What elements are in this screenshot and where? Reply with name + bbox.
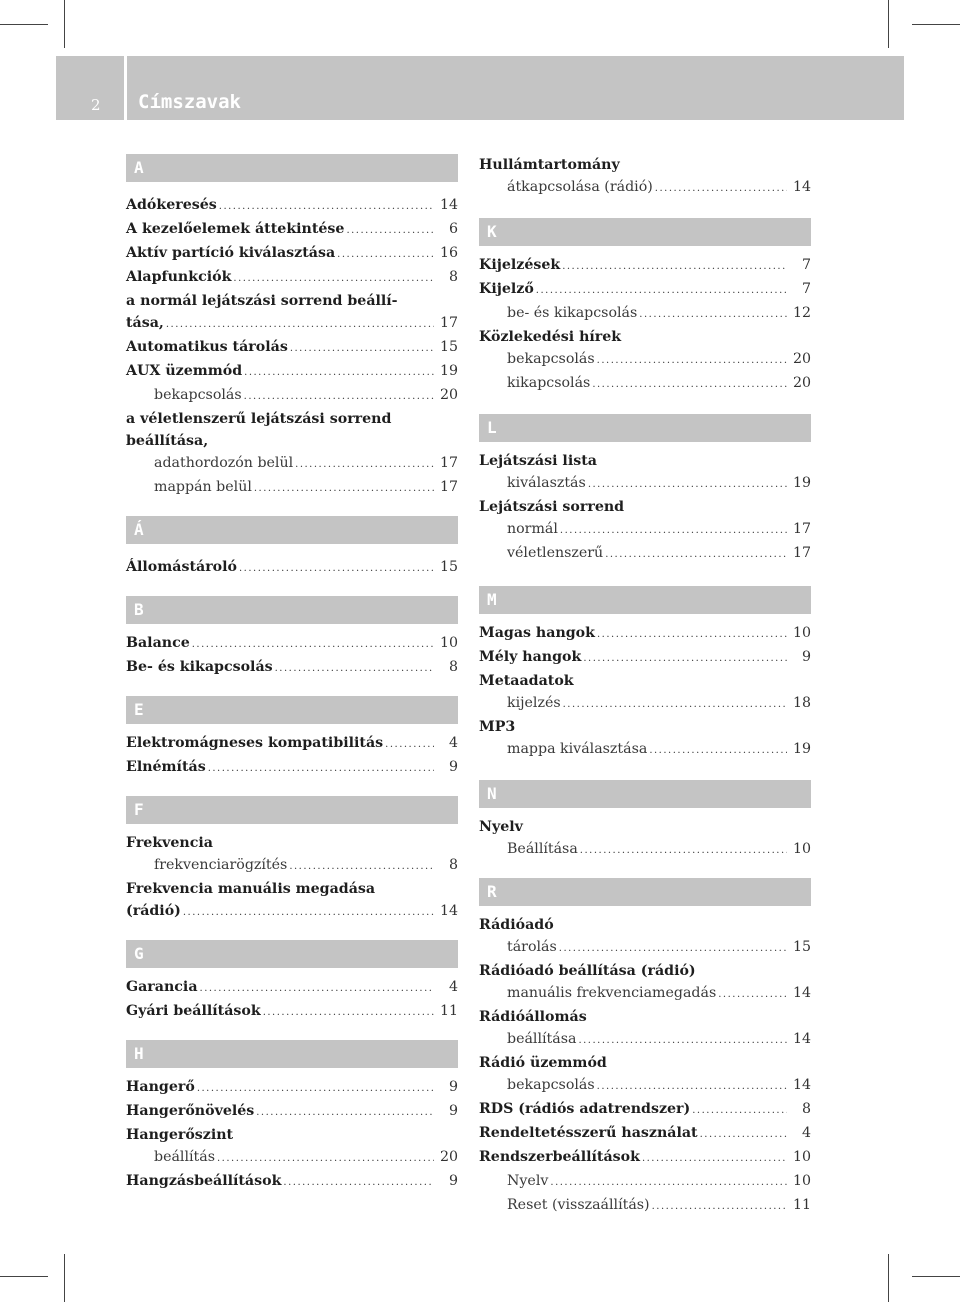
leader-dots bbox=[592, 374, 787, 396]
leader-dots bbox=[239, 558, 434, 580]
index-entry-line: Frekvencia bbox=[126, 835, 213, 851]
index-entry[interactable]: Be- és kikapcsolás ..... 8 bbox=[126, 656, 458, 680]
crop-mark bbox=[912, 24, 960, 25]
crop-mark bbox=[64, 1254, 65, 1302]
page-ref[interactable]: 20 bbox=[792, 351, 811, 367]
leader-dots bbox=[588, 474, 787, 496]
index-entry-line: Lejátszási sorrend bbox=[479, 499, 625, 515]
leader-dots bbox=[578, 1030, 787, 1052]
leader-dots bbox=[550, 1172, 787, 1194]
index-subentry[interactable]: Reset (visszaállítás) ..... 11 bbox=[479, 1194, 811, 1218]
crop-mark bbox=[888, 0, 889, 48]
page-ref[interactable]: 20 bbox=[439, 387, 458, 403]
index-subentry[interactable]: be- és kikapcsolás ..... 12 bbox=[479, 302, 811, 326]
index-subentry[interactable]: Beállítása ..... 10 bbox=[479, 838, 811, 862]
leader-dots bbox=[597, 350, 787, 372]
page-ref[interactable]: 11 bbox=[792, 1197, 811, 1213]
leader-dots bbox=[655, 178, 787, 200]
page-ref[interactable]: 7 bbox=[801, 281, 811, 297]
page-ref[interactable]: 8 bbox=[448, 269, 458, 285]
index-entry[interactable]: (rádió) ..... 14 bbox=[126, 900, 458, 924]
section-header-e: E bbox=[126, 696, 458, 724]
leader-dots bbox=[700, 1124, 787, 1146]
crop-mark bbox=[888, 1254, 889, 1302]
index-entry[interactable]: Elektromágneses kompatibilitás ..... 4 bbox=[126, 732, 458, 756]
page-ref[interactable]: 8 bbox=[448, 857, 458, 873]
leader-dots bbox=[244, 362, 434, 384]
page-ref[interactable]: 10 bbox=[439, 635, 458, 651]
page-ref[interactable]: 15 bbox=[792, 939, 811, 955]
index-entry[interactable]: Hangerőnövelés ..... 9 bbox=[126, 1100, 458, 1124]
index-subentry[interactable]: mappa kiválasztása ..... 19 bbox=[479, 738, 811, 762]
index-entry-line: Rádióadó beállítása (rádió) bbox=[479, 963, 696, 979]
index-entry[interactable]: Gyári beállítások ..... 11 bbox=[126, 1000, 458, 1024]
page-ref[interactable]: 15 bbox=[439, 339, 458, 355]
leader-dots bbox=[217, 1148, 434, 1170]
index-entry[interactable]: Adókeresés ..... 14 bbox=[126, 194, 458, 218]
leader-dots bbox=[639, 304, 787, 326]
page-ref[interactable]: 19 bbox=[792, 475, 811, 491]
index-entry-line: Nyelv bbox=[479, 819, 523, 835]
index-entry-line: MP3 bbox=[479, 719, 516, 735]
section-header-k: K bbox=[479, 218, 811, 246]
leader-dots bbox=[560, 520, 787, 542]
leader-dots bbox=[642, 1148, 787, 1170]
page-ref[interactable]: 10 bbox=[792, 625, 811, 641]
section-header-r: R bbox=[479, 878, 811, 906]
index-column-right bbox=[479, 154, 811, 1218]
index-subentry[interactable]: normál ..... 17 bbox=[479, 518, 811, 542]
page-ref[interactable]: 14 bbox=[439, 903, 458, 919]
leader-dots bbox=[208, 758, 434, 780]
index-entry[interactable]: A kezelőelemek áttekintése ..... 6 bbox=[126, 218, 458, 242]
index-entry[interactable]: Hangzásbeállítások ..... 9 bbox=[126, 1170, 458, 1194]
page-ref[interactable]: 19 bbox=[439, 363, 458, 379]
page-ref[interactable]: 17 bbox=[792, 545, 811, 561]
page-ref[interactable]: 14 bbox=[792, 985, 811, 1001]
leader-dots bbox=[233, 268, 434, 290]
section-header-f: F bbox=[126, 796, 458, 824]
index-entry-line: Frekvencia manuális megadása bbox=[126, 881, 376, 897]
leader-dots bbox=[290, 338, 434, 360]
section-header-a-acute: Á bbox=[126, 516, 458, 544]
index-entry[interactable]: Garancia ..... 4 bbox=[126, 976, 458, 1000]
index-subentry[interactable]: átkapcsolása (rádió) ..... 14 bbox=[479, 176, 811, 200]
section-header-b: B bbox=[126, 596, 458, 624]
index-entry[interactable]: Rendszerbeállítások ..... 10 bbox=[479, 1146, 811, 1170]
index-entry-line: Közlekedési hírek bbox=[479, 329, 622, 345]
index-subentry[interactable]: bekapcsolás ..... 20 bbox=[126, 384, 458, 408]
index-entry-line: Hullámtartomány bbox=[479, 157, 620, 173]
section-header-l: L bbox=[479, 414, 811, 442]
page-ref[interactable]: 17 bbox=[439, 479, 458, 495]
leader-dots bbox=[597, 624, 787, 646]
leader-dots bbox=[536, 280, 787, 302]
leader-dots bbox=[605, 544, 787, 566]
leader-dots bbox=[559, 938, 787, 960]
leader-dots bbox=[275, 658, 434, 680]
index-subentry[interactable]: beállítása ..... 14 bbox=[479, 1028, 811, 1052]
index-entry[interactable]: Automatikus tárolás ..... 15 bbox=[126, 336, 458, 360]
page-ref[interactable]: 4 bbox=[448, 979, 458, 995]
leader-dots bbox=[166, 314, 434, 336]
page-ref[interactable]: 15 bbox=[439, 559, 458, 575]
page-ref[interactable]: 10 bbox=[792, 1149, 811, 1165]
index-entry[interactable]: Elnémítás ..... 9 bbox=[126, 756, 458, 780]
section-header-m: M bbox=[479, 586, 811, 614]
index-subentry[interactable]: Nyelv ..... 10 bbox=[479, 1170, 811, 1194]
index-entry-line: a véletlenszerű lejátszási sorrend bbox=[126, 411, 392, 427]
index-entry[interactable]: Állomástároló ..... 15 bbox=[126, 556, 458, 580]
section-header-h: H bbox=[126, 1040, 458, 1068]
page-title: Címszavak bbox=[138, 91, 241, 113]
leader-dots bbox=[263, 1002, 434, 1024]
page-ref[interactable]: 10 bbox=[792, 1173, 811, 1189]
index-entry[interactable]: RDS (rádiós adatrendszer) ..... 8 bbox=[479, 1098, 811, 1122]
index-subentry[interactable]: bekapcsolás ..... 20 bbox=[479, 348, 811, 372]
page-ref[interactable]: 18 bbox=[792, 695, 811, 711]
leader-dots bbox=[597, 1076, 787, 1098]
page-ref[interactable]: 8 bbox=[448, 659, 458, 675]
page-ref[interactable]: 8 bbox=[801, 1101, 811, 1117]
page-ref[interactable]: 10 bbox=[792, 841, 811, 857]
index-entry[interactable]: Hangerő ..... 9 bbox=[126, 1076, 458, 1100]
leader-dots bbox=[283, 1172, 434, 1194]
index-entry[interactable]: Kijelző ..... 7 bbox=[479, 278, 811, 302]
leader-dots bbox=[192, 634, 434, 656]
leader-dots bbox=[256, 1102, 434, 1124]
index-entry-line: Hangerőszint bbox=[126, 1127, 234, 1143]
index-entry-line: Lejátszási lista bbox=[479, 453, 597, 469]
index-subentry[interactable]: manuális frekvenciamegadás ..... 14 bbox=[479, 982, 811, 1006]
page-ref[interactable]: 14 bbox=[792, 179, 811, 195]
page-ref[interactable]: 19 bbox=[792, 741, 811, 757]
leader-dots bbox=[649, 740, 787, 762]
index-entry[interactable]: Kijelzések ..... 7 bbox=[479, 254, 811, 278]
page-ref[interactable]: 6 bbox=[448, 221, 458, 237]
page-ref[interactable]: 14 bbox=[792, 1031, 811, 1047]
page-ref[interactable]: 9 bbox=[448, 1079, 458, 1095]
page-ref[interactable]: 4 bbox=[801, 1125, 811, 1141]
page-ref[interactable]: 20 bbox=[439, 1149, 458, 1165]
index-entry[interactable]: AUX üzemmód ..... 19 bbox=[126, 360, 458, 384]
page-ref[interactable]: 4 bbox=[448, 735, 458, 751]
page-ref[interactable]: 14 bbox=[792, 1077, 811, 1093]
index-entry[interactable]: Mély hangok ..... 9 bbox=[479, 646, 811, 670]
index-entry-line: Metaadatok bbox=[479, 673, 574, 689]
leader-dots bbox=[692, 1100, 787, 1122]
page-ref[interactable]: 12 bbox=[792, 305, 811, 321]
index-subentry[interactable]: mappán belül ..... 17 bbox=[126, 476, 458, 500]
leader-dots bbox=[563, 694, 787, 716]
page-ref[interactable]: 9 bbox=[448, 759, 458, 775]
page-ref[interactable]: 17 bbox=[439, 315, 458, 331]
index-subentry[interactable]: beállítás ..... 20 bbox=[126, 1146, 458, 1170]
leader-dots bbox=[583, 648, 787, 670]
page-ref[interactable]: 9 bbox=[448, 1103, 458, 1119]
leader-dots bbox=[183, 902, 434, 924]
page-ref[interactable]: 20 bbox=[792, 375, 811, 391]
index-subentry[interactable]: kikapcsolás ..... 20 bbox=[479, 372, 811, 396]
leader-dots bbox=[652, 1196, 787, 1218]
crop-mark bbox=[912, 1276, 960, 1277]
leader-dots bbox=[295, 454, 434, 476]
index-entry-line: Rádióállomás bbox=[479, 1009, 587, 1025]
index-column-left bbox=[126, 154, 458, 1194]
index-subentry[interactable]: adathordozón belül ..... 17 bbox=[126, 452, 458, 476]
index-entry[interactable]: Alapfunkciók ..... 8 bbox=[126, 266, 458, 290]
index-subentry[interactable]: kijelzés ..... 18 bbox=[479, 692, 811, 716]
section-header-g: G bbox=[126, 940, 458, 968]
index-subentry[interactable]: tárolás ..... 15 bbox=[479, 936, 811, 960]
crop-mark bbox=[0, 24, 48, 25]
leader-dots bbox=[580, 840, 787, 862]
crop-mark bbox=[0, 1276, 48, 1277]
index-entry[interactable]: Balance ..... 10 bbox=[126, 632, 458, 656]
page-ref[interactable]: 17 bbox=[792, 521, 811, 537]
index-entry-line: a normál lejátszási sorrend beállí- bbox=[126, 293, 398, 309]
index-subentry[interactable]: véletlenszerű ..... 17 bbox=[479, 542, 811, 566]
page-number: 2 bbox=[91, 96, 101, 114]
header-divider bbox=[124, 56, 127, 120]
leader-dots bbox=[346, 220, 434, 242]
crop-mark bbox=[64, 0, 65, 48]
index-entry-line: Rádió üzemmód bbox=[479, 1055, 607, 1071]
index-subentry[interactable]: kiválasztás ..... 19 bbox=[479, 472, 811, 496]
leader-dots bbox=[718, 984, 787, 1006]
leader-dots bbox=[385, 734, 434, 756]
page-ref[interactable]: 7 bbox=[801, 257, 811, 273]
leader-dots bbox=[254, 478, 434, 500]
leader-dots bbox=[562, 256, 787, 278]
section-header-n: N bbox=[479, 780, 811, 808]
index-entry-line: Rádióadó bbox=[479, 917, 554, 933]
index-entry-line: beállítása, bbox=[126, 433, 209, 449]
index-entry[interactable]: tása, ..... 17 bbox=[126, 312, 458, 336]
leader-dots bbox=[197, 1078, 434, 1100]
page-ref[interactable]: 11 bbox=[439, 1003, 458, 1019]
index-subentry[interactable]: frekvenciarögzítés ..... 8 bbox=[126, 854, 458, 878]
leader-dots bbox=[219, 196, 434, 218]
section-header-a: A bbox=[126, 154, 458, 182]
page-ref[interactable]: 9 bbox=[448, 1173, 458, 1189]
leader-dots bbox=[289, 856, 434, 878]
leader-dots bbox=[244, 386, 434, 408]
leader-dots bbox=[337, 244, 434, 266]
leader-dots bbox=[200, 978, 434, 1000]
index-entry[interactable]: Aktív partíció kiválasztása ..... 16 bbox=[126, 242, 458, 266]
index-subentry[interactable]: bekapcsolás ..... 14 bbox=[479, 1074, 811, 1098]
page-ref[interactable]: 9 bbox=[801, 649, 811, 665]
page-ref[interactable]: 17 bbox=[439, 455, 458, 471]
index-entry[interactable]: Rendeltetésszerű használat ..... 4 bbox=[479, 1122, 811, 1146]
page-ref[interactable]: 14 bbox=[439, 197, 458, 213]
index-entry[interactable]: Magas hangok ..... 10 bbox=[479, 622, 811, 646]
page-ref[interactable]: 16 bbox=[439, 245, 458, 261]
